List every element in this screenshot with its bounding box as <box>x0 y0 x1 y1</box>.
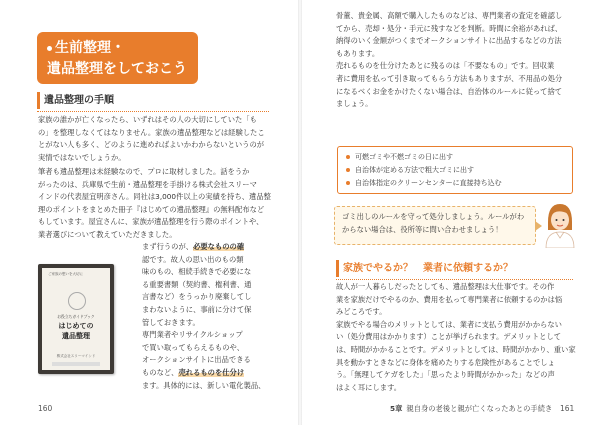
bullet-dot-icon <box>47 46 52 51</box>
list-item: 自治体指定のクリーンセンターに直接持ち込む <box>346 177 564 190</box>
right-page <box>302 0 600 425</box>
booklet-top-text: ご家族の想いを大切に <box>48 272 83 276</box>
title-line-1: 生前整理・ <box>47 38 188 59</box>
paragraph-disposal: 骨董、貴金属、高額で購入したものなどは、専門業者の査定を確認し てから、売却・処分・手元に残すなどを判断。時間に余裕があれば、 納得のいく金額がつくまでオークションサイトに出品するなどの方法 もあります。 売れるものを仕分けたあとに残るのは「不要なもの」です。回収業 者に費用を払って引き取ってもらう方法もありますが、不用品の処分 になるべくお金をかけたくない場合は、自治体のルールに従って捨て ましょう。 <box>336 11 563 109</box>
booklet-publisher: 株式会社スリーマインド <box>56 354 96 358</box>
paragraph-intro: 家族の誰かが亡くなったら、いずれはその人の大切にしていた「も の」を整理しなくてはなりません。家族の遺品整理などは経験したこ とがない人も多く、どのように進めればよいかわからないというのが 実情ではないでしょうか。 <box>38 115 265 162</box>
highlight-sell-items: 売れるものを仕分け <box>178 367 245 377</box>
running-footer: 5章 親自身の老後と親が亡くなったあとの手続き <box>390 404 553 413</box>
section-heading-procedure: 遺品整理の手順 <box>37 92 269 109</box>
bullet-dot-icon <box>346 155 350 159</box>
title-line-2: 遺品整理をしておこう <box>47 61 187 77</box>
booklet-title: はじめての 遺品整理 <box>58 322 94 340</box>
paragraph-interview: 筆者も遺品整理は未経験なので、プロに取材しました。話をうか がったのは、兵庫県で生前・遺品整理を手掛ける株式会社スリーマ インドの代表屋宜明彦さん。同社は3,000件以上の実績を持ち、遺品整 理のポイントをまとめた冊子『はじめての遺品整理』の無料配布など もしています。屋宜さんに、家族が遺品整理を行う際のポイントや、 業者選びについて教えていただきました。 <box>38 167 271 239</box>
bullet-dot-icon <box>346 181 350 185</box>
paragraph-steps: まず行うのが、必要なものの確 認です。故人の思い出のもの類 味のもの、相続手続きで必要にな る重要書類（契約書、権利書、通 言書など）をうっかり廃棄してし まわないように、事前に分けて保 管しておきます。 専門業者やリサイクルショップ で買い取ってもらえるものや、 オークションサイトに出品できる ものなど、売れるものを仕分け <box>142 242 252 377</box>
page-number-right: 161 <box>560 404 575 413</box>
left-page <box>0 0 298 425</box>
booklet-subtitle: お役立ちガイドブック <box>57 314 95 319</box>
list-item: 可燃ゴミや不燃ゴミの日に出す <box>346 151 564 164</box>
disposal-methods-list <box>337 146 573 194</box>
booklet-cover-image <box>38 264 114 374</box>
advice-speech-bubble: ゴミ出しのルールを守って処分しましょう。ルールがわ からない場合は、役所等に問い合わせましょう！ <box>334 206 536 245</box>
paragraph-family-vs-contractor: 故人が一人暮らしだったとしても、遺品整理は大仕事です。その作 業を家族だけでやるのか、費用を払って専門業者に依頼するのかは悩 みどころです。 家族でやる場合のメリットとしては、業者に支払う費用がかからない い（処分費用はかかります）ことが挙げられます。デメリットとして は、時間がかかることです。デメリットとしては、時間がかかり、重い家 具を動かすときなどに身体を痛めたりする危険性があることでしょ う。「無理してケガをした」「思ったより時間がかかった」などの声 はよく耳にします。 <box>336 282 576 392</box>
paragraph-steps-end: ます。具体的には、新しい電化製品、 <box>142 381 266 390</box>
booklet-barcode <box>52 362 100 366</box>
bullet-dot-icon <box>346 168 350 172</box>
highlight-necessary-items: 必要なものの確 <box>193 242 245 251</box>
advisor-avatar-icon <box>542 200 578 248</box>
page-number-left: 160 <box>38 404 53 413</box>
chapter-title-box <box>37 32 198 84</box>
section-heading-family-or-contractor: 家族でやるか？ 業者に依頼するか？ <box>336 260 573 277</box>
list-item: 自治体が定める方法で粗大ゴミに出す <box>346 164 564 177</box>
booklet-emblem-icon <box>68 292 86 310</box>
